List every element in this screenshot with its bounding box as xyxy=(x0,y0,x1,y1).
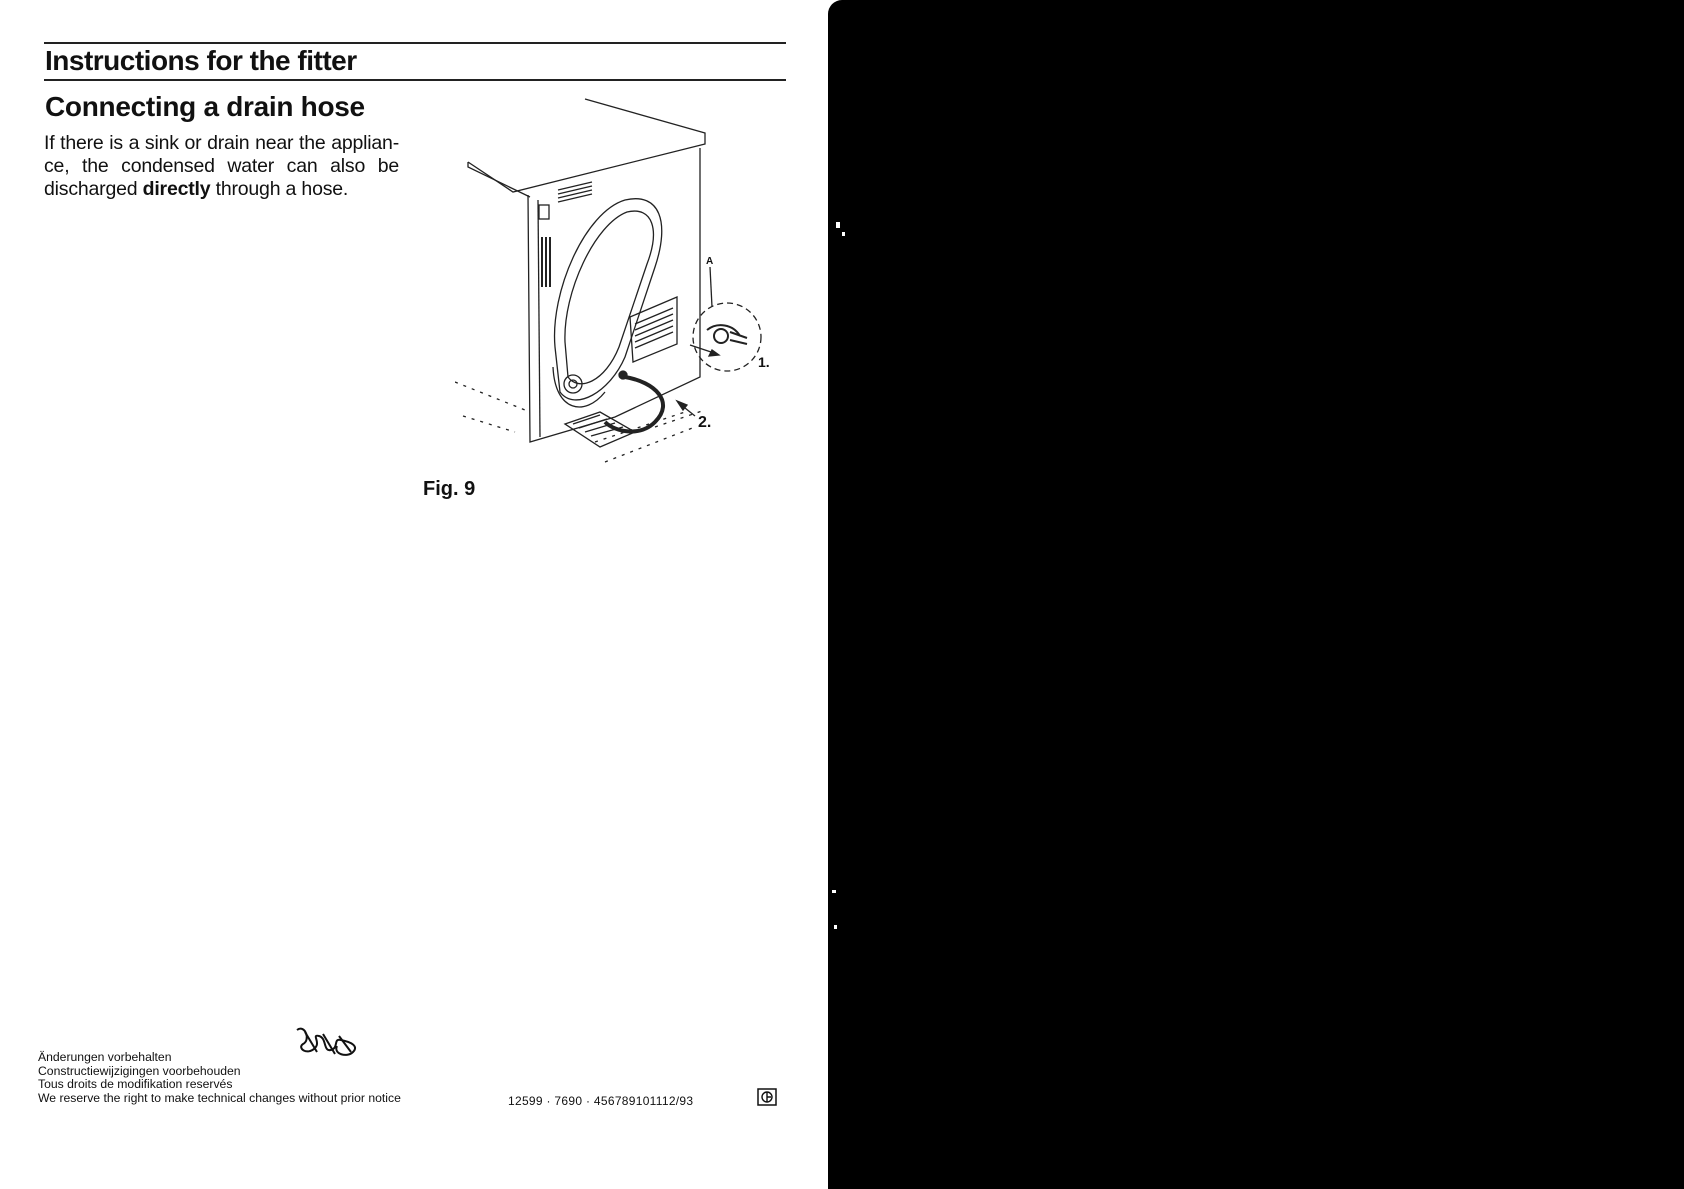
label-step-1: 1. xyxy=(758,354,770,370)
section-title: Instructions for the fitter xyxy=(45,45,357,76)
instruction-text-emphasis: directly xyxy=(142,178,211,200)
scan-background xyxy=(828,0,1684,1189)
scan-speck xyxy=(834,925,837,929)
scan-speck xyxy=(836,222,840,228)
footer-note-en: We reserve the right to make technical changes without prior notice xyxy=(38,1090,401,1105)
dryer-drain-hose-illustration xyxy=(455,92,790,482)
instruction-paragraph xyxy=(44,132,399,201)
label-step-2: 2. xyxy=(698,414,712,431)
brand-logo-icon xyxy=(757,1088,777,1106)
footer-note-fr: Tous droits de modifikation reservés xyxy=(38,1077,233,1091)
header-rule-bottom xyxy=(44,79,786,81)
manual-page xyxy=(0,0,828,1189)
scan-speck xyxy=(842,232,845,236)
page-title: Connecting a drain hose xyxy=(45,91,365,122)
scan-speck xyxy=(832,890,836,893)
footer-note-de: Änderungen vorbehalten xyxy=(38,1050,172,1064)
instruction-text-end: through a hose. xyxy=(210,178,349,200)
instruction-text-start: If there is a sink or drain near the applian-ce, the condensed water can also be discharged xyxy=(44,132,399,200)
footer-notes xyxy=(38,1051,401,1105)
figure-caption: Fig. 9 xyxy=(423,478,476,500)
label-a: A xyxy=(706,256,714,267)
serial-number: 12599 · 7690 · 456789101112/93 xyxy=(508,1094,694,1108)
footer-note-nl: Constructiewijzigingen voorbehouden xyxy=(38,1063,241,1078)
